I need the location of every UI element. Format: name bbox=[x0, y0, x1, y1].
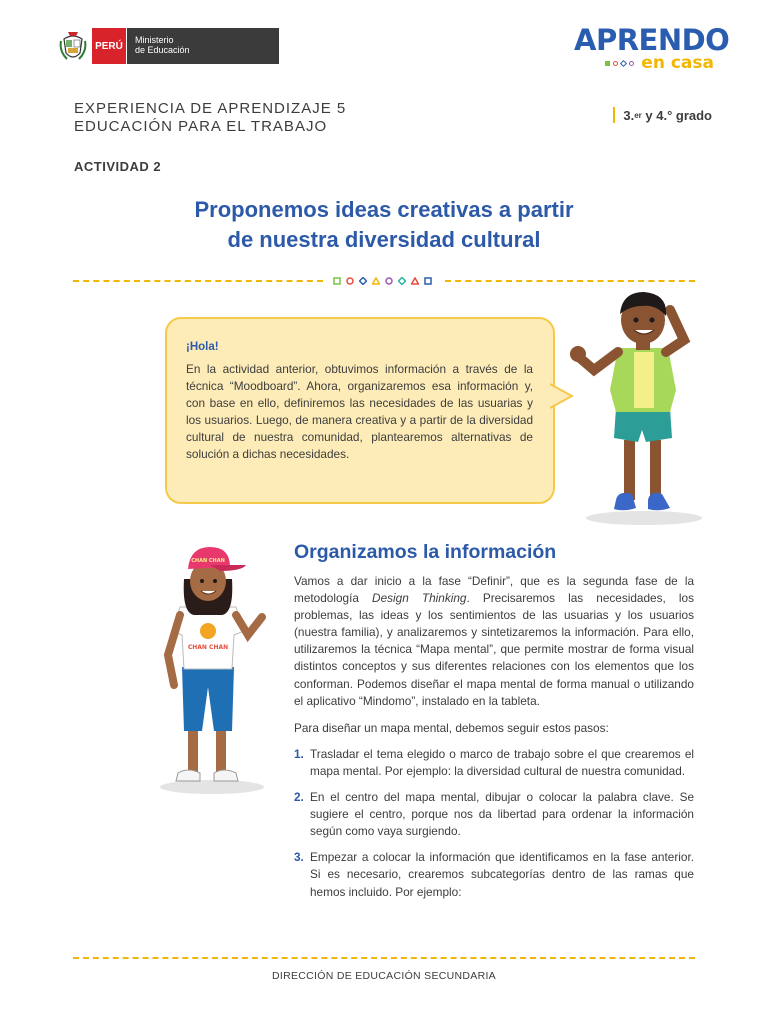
square-icon bbox=[333, 277, 341, 285]
section-body bbox=[294, 573, 694, 910]
square-icon bbox=[424, 277, 432, 285]
experience-title bbox=[74, 100, 346, 136]
speech-bubble bbox=[165, 317, 555, 504]
boy-illustration bbox=[566, 290, 706, 530]
triangle-icon bbox=[372, 277, 380, 285]
intro-paragraph: Vamos a dar inicio a la fase “Definir”, que es la segunda fase de la metodología Design Thinking. Precisaremos las necesidades, los problemas, las ideas y los sentimientos de las usuarias y los usuarios (nuestra familia), y analizaremos y sintetizaremos la información. Para ello, utilizaremos la técnica “Mapa mental”, que permite mostrar de forma visual distintos conceptos y sus diferentes relaciones con los elementos que los conforman. Podemos diseñar el mapa mental de forma manual o utilizando el aplicativo “Mindomo”, instalado en la tableta. bbox=[294, 574, 694, 708]
girl-illustration bbox=[150, 535, 280, 800]
triangle-icon bbox=[411, 277, 419, 285]
peru-label: PERÚ bbox=[92, 28, 126, 64]
step-item: 3. Empezar a colocar la información que identificamos en la fase anterior. Si es necesario, crearemos subcategorías dentro de las ramas que hemos incluido. Por ejemplo: bbox=[294, 850, 694, 899]
section-title: Organizamos la información bbox=[294, 541, 557, 563]
en-casa-wordmark: en casa bbox=[641, 53, 714, 73]
steps-list bbox=[294, 746, 694, 901]
divider-shape-row bbox=[333, 277, 432, 285]
green-square-icon bbox=[605, 61, 610, 66]
aprendo-en-casa-logo bbox=[574, 23, 730, 73]
circle-icon bbox=[385, 277, 393, 285]
aprendo-wordmark: APRENDO bbox=[574, 23, 730, 57]
activity-label: ACTIVIDAD 2 bbox=[74, 159, 162, 174]
bubble-greeting: ¡Hola! bbox=[186, 341, 219, 353]
girl-cap-text: CHAN CHAN bbox=[191, 558, 225, 564]
footer-divider bbox=[73, 957, 695, 959]
experience-line: EXPERIENCIA DE APRENDIZAJE 5 bbox=[74, 100, 347, 117]
purple-circle-icon bbox=[629, 61, 634, 66]
steps-intro: Para diseñar un mapa mental, debemos seguir estos pasos: bbox=[294, 720, 609, 735]
diamond-icon bbox=[398, 277, 406, 285]
step-item: 1. Trasladar el tema elegido o marco de trabajo sobre el que crearemos el mapa mental. Por ejemplo: la diversidad cultural de nuestra comunidad. bbox=[294, 746, 694, 778]
footer-text: DIRECCIÓN DE EDUCACIÓN SECUNDARIA bbox=[271, 970, 496, 982]
diamond-icon bbox=[359, 277, 367, 285]
grade-accent-bar bbox=[613, 107, 615, 123]
red-circle-icon bbox=[613, 61, 618, 66]
step-item: 2. En el centro del mapa mental, dibujar o colocar la palabra clave. Se sugiere el centro, porque nos da libertad para ordenar la información según como vaya surgiendo. bbox=[294, 790, 694, 839]
grade-label: 3. er y 4.° grado bbox=[613, 107, 712, 123]
circle-icon bbox=[346, 277, 354, 285]
peru-coat-of-arms-icon bbox=[56, 28, 90, 64]
ministry-label: Ministerio de Educación bbox=[127, 28, 279, 64]
government-logo bbox=[56, 28, 279, 64]
page-title: Proponemos ideas creativas a partir de nuestra diversidad cultural bbox=[194, 197, 574, 252]
bubble-text: En la actividad anterior, obtuvimos información a través de la técnica “Moodboard”. Ahora, organizaremos esa información y, con base en ello, definiremos las necesidades de las usuarias y los usuarios. Luego, de manera creativa y a partir de la diversidad cultural de nuestra comunidad, plantearemos alternativas de solución a dichas necesidades. bbox=[186, 362, 533, 461]
subject-line: EDUCACIÓN PARA EL TRABAJO bbox=[74, 118, 328, 135]
girl-shirt-text: CHAN CHAN bbox=[187, 644, 229, 651]
blue-diamond-icon bbox=[620, 59, 627, 66]
